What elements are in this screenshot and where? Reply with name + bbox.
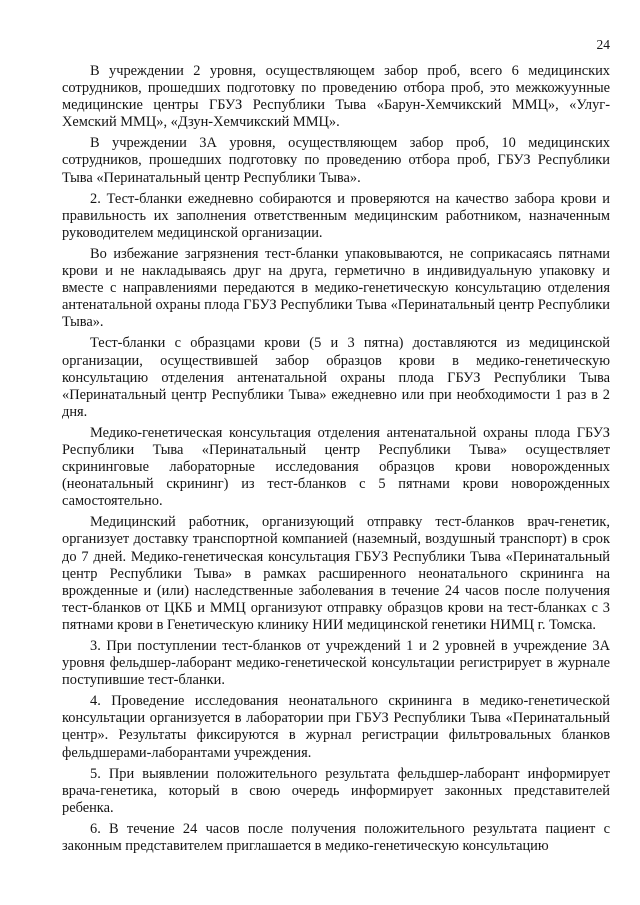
paragraph: В учреждении 2 уровня, осуществляющем забор проб, всего 6 медицинских сотрудников, прошедших подготовку по проведению отбора проб, это межкожуунные медицинские центры ГБУЗ Республики Тыва «Барун-Хемчикский ММЦ», «Улуг-Хемский ММЦ», «Дзун-Хемчикский ММЦ». (62, 63, 610, 131)
paragraph: Тест-бланки с образцами крови (5 и 3 пятна) доставляются из медицинской организации, осуществившей забор образцов крови в медико-генетическую консультацию отделения антенатальной охраны плода ГБУЗ Республики Тыва «Перинатальный центр Республики Тыва» ежедневно или при необходимости 1 раз в 2 дня. (62, 335, 610, 420)
document-body (62, 63, 610, 859)
paragraph: В учреждении 3А уровня, осуществляющем забор проб, 10 медицинских сотрудников, прошедших подготовку по проведению отбора проб, ГБУЗ Республики Тыва «Перинатальный центр Республики Тыва». (62, 135, 610, 186)
paragraph: 2. Тест-бланки ежедневно собираются и проверяются на качество забора крови и правильность их заполнения ответственным медицинским работником, назначенным руководителем медицинской организации. (62, 190, 610, 241)
paragraph: 3. При поступлении тест-бланков от учреждений 1 и 2 уровней в учреждение 3А уровня фельдшер-лаборант медико-генетической консультации регистрирует в журнале поступившие тест-бланки. (62, 638, 610, 689)
paragraph: Во избежание загрязнения тест-бланки упаковываются, не соприкасаясь пятнами крови и не накладываясь друг на друга, герметично в индивидуальную упаковку и вместе с направлениями передаются в медико-генетическую консультацию отделения антенатальной охраны плода ГБУЗ Республики Тыва «Перинатальный центр Республики Тыва». (62, 245, 610, 331)
paragraph: Медико-генетическая консультация отделения антенатальной охраны плода ГБУЗ Республики Тыва «Перинатальный центр Республики Тыва» осуществляет скрининговые лабораторные исследования образцов крови новорожденных (неонатальный скрининг) из тест-бланков с 5 пятнами крови новорожденных самостоятельно. (62, 424, 610, 510)
page-number: 24 (596, 37, 610, 52)
paragraph: 5. При выявлении положительного результата фельдшер-лаборант информирует врача-генетика, который в свою очередь информирует законных представителей ребенка. (62, 765, 610, 816)
paragraph: 4. Проведение исследования неонатального скрининга в медико-генетической консультации организуется в лаборатории при ГБУЗ Республики Тыва «Перинатальный центр». Результаты фиксируются в журнал регистрации фильтровальных бланков фельдшерами-лаборантами учреждения. (62, 693, 610, 761)
paragraph: 6. В течение 24 часов после получения положительного результата пациент с законным представителем приглашается в медико-генетическую консультацию (62, 820, 610, 855)
paragraph: Медицинский работник, организующий отправку тест-бланков врач-генетик, организует доставку транспортной компанией (наземный, воздушный транспорт) в срок до 7 дней. Медико-генетическая консультация ГБУЗ Республики Тыва «Перинатальный центр Республики Тыва» в рамках расширенного неонатального скрининга на врожденные и (или) наследственные заболевания в течение 24 часов после получения тест-бланков от ЦКБ и ММЦ организуют отправку образцов крови на тест-бланках с 3 пятнами крови в Генетическую клинику НИИ медицинской генетики НИМЦ г. Томска. (62, 514, 610, 633)
